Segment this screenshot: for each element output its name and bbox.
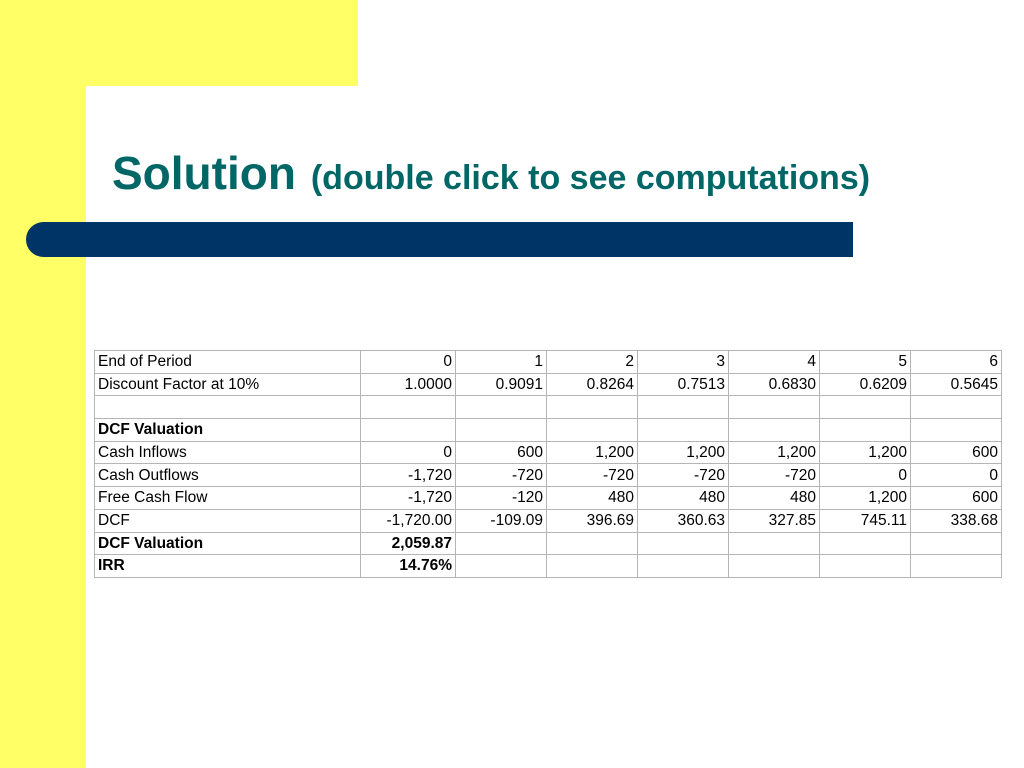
table-cell bbox=[456, 419, 547, 442]
table-cell: -720 bbox=[729, 464, 820, 487]
table-cell: 396.69 bbox=[547, 509, 638, 532]
table-cell: 0 bbox=[911, 464, 1002, 487]
accent-yellow-left bbox=[0, 0, 86, 768]
table-cell: 0 bbox=[361, 351, 456, 374]
table-cell: 745.11 bbox=[820, 509, 911, 532]
table-cell bbox=[456, 396, 547, 419]
table-cell bbox=[361, 396, 456, 419]
table-row bbox=[95, 419, 1002, 442]
table-cell: 14.76% bbox=[361, 555, 456, 578]
table-cell: 0 bbox=[820, 464, 911, 487]
title-underline-bar bbox=[26, 222, 853, 257]
table-cell bbox=[547, 532, 638, 555]
table-cell: 1,200 bbox=[820, 441, 911, 464]
table-cell bbox=[361, 419, 456, 442]
table-cell bbox=[911, 419, 1002, 442]
table-cell bbox=[547, 396, 638, 419]
table-cell: 360.63 bbox=[638, 509, 729, 532]
table-row bbox=[95, 396, 1002, 419]
table-cell bbox=[729, 396, 820, 419]
table-cell bbox=[820, 555, 911, 578]
table-cell: 0.8264 bbox=[547, 373, 638, 396]
table-cell bbox=[638, 532, 729, 555]
table-cell: 4 bbox=[729, 351, 820, 374]
table-cell: -1,720 bbox=[361, 464, 456, 487]
table-cell: 600 bbox=[911, 441, 1002, 464]
table-cell: 0.6209 bbox=[820, 373, 911, 396]
table-cell bbox=[820, 396, 911, 419]
table-row bbox=[95, 464, 1002, 487]
table-cell: -1,720.00 bbox=[361, 509, 456, 532]
table-cell bbox=[456, 555, 547, 578]
table-cell: 3 bbox=[638, 351, 729, 374]
table-cell: 600 bbox=[911, 487, 1002, 510]
table-cell: 0.5645 bbox=[911, 373, 1002, 396]
row-label: IRR bbox=[95, 555, 361, 578]
table-cell: 338.68 bbox=[911, 509, 1002, 532]
row-label: Discount Factor at 10% bbox=[95, 373, 361, 396]
table-cell: -1,720 bbox=[361, 487, 456, 510]
table-cell: 6 bbox=[911, 351, 1002, 374]
row-label bbox=[95, 396, 361, 419]
table-cell bbox=[729, 555, 820, 578]
table-cell: 0.9091 bbox=[456, 373, 547, 396]
table-cell: 1,200 bbox=[820, 487, 911, 510]
spreadsheet-body bbox=[95, 351, 1002, 578]
table-cell bbox=[547, 419, 638, 442]
title-main: Solution bbox=[112, 147, 296, 199]
table-row bbox=[95, 532, 1002, 555]
table-cell: 480 bbox=[547, 487, 638, 510]
table-cell bbox=[456, 532, 547, 555]
slide-title bbox=[112, 147, 871, 199]
embedded-spreadsheet[interactable] bbox=[94, 350, 1002, 578]
row-label: DCF Valuation bbox=[95, 532, 361, 555]
table-row bbox=[95, 373, 1002, 396]
table-cell: 0 bbox=[361, 441, 456, 464]
table-cell: 480 bbox=[729, 487, 820, 510]
table-row bbox=[95, 441, 1002, 464]
table-cell: -720 bbox=[547, 464, 638, 487]
table-cell: -720 bbox=[638, 464, 729, 487]
table-cell: 600 bbox=[456, 441, 547, 464]
row-label: Cash Outflows bbox=[95, 464, 361, 487]
table-cell: -120 bbox=[456, 487, 547, 510]
table-row bbox=[95, 487, 1002, 510]
table-cell bbox=[638, 419, 729, 442]
table-cell bbox=[911, 555, 1002, 578]
table-cell: 480 bbox=[638, 487, 729, 510]
table-cell bbox=[547, 555, 638, 578]
table-cell: 327.85 bbox=[729, 509, 820, 532]
table-cell: 1,200 bbox=[638, 441, 729, 464]
table-cell bbox=[820, 532, 911, 555]
table-cell bbox=[911, 396, 1002, 419]
table-cell bbox=[820, 419, 911, 442]
table-cell bbox=[638, 396, 729, 419]
table-row bbox=[95, 509, 1002, 532]
table-cell: 5 bbox=[820, 351, 911, 374]
row-label: Cash Inflows bbox=[95, 441, 361, 464]
table-row bbox=[95, 351, 1002, 374]
row-label: End of Period bbox=[95, 351, 361, 374]
row-label: DCF bbox=[95, 509, 361, 532]
table-cell: 1,200 bbox=[547, 441, 638, 464]
row-label: Free Cash Flow bbox=[95, 487, 361, 510]
table-row bbox=[95, 555, 1002, 578]
table-cell: 2 bbox=[547, 351, 638, 374]
table-cell: 1,200 bbox=[729, 441, 820, 464]
table-cell bbox=[638, 555, 729, 578]
row-label: DCF Valuation bbox=[95, 419, 361, 442]
table-cell: 1 bbox=[456, 351, 547, 374]
title-subtitle: (double click to see computations) bbox=[310, 159, 871, 197]
table-cell bbox=[729, 532, 820, 555]
table-cell: -109.09 bbox=[456, 509, 547, 532]
table-cell: 1.0000 bbox=[361, 373, 456, 396]
table-cell: 0.7513 bbox=[638, 373, 729, 396]
table-cell: -720 bbox=[456, 464, 547, 487]
table-cell bbox=[911, 532, 1002, 555]
table-cell bbox=[729, 419, 820, 442]
table-cell: 2,059.87 bbox=[361, 532, 456, 555]
table-cell: 0.6830 bbox=[729, 373, 820, 396]
